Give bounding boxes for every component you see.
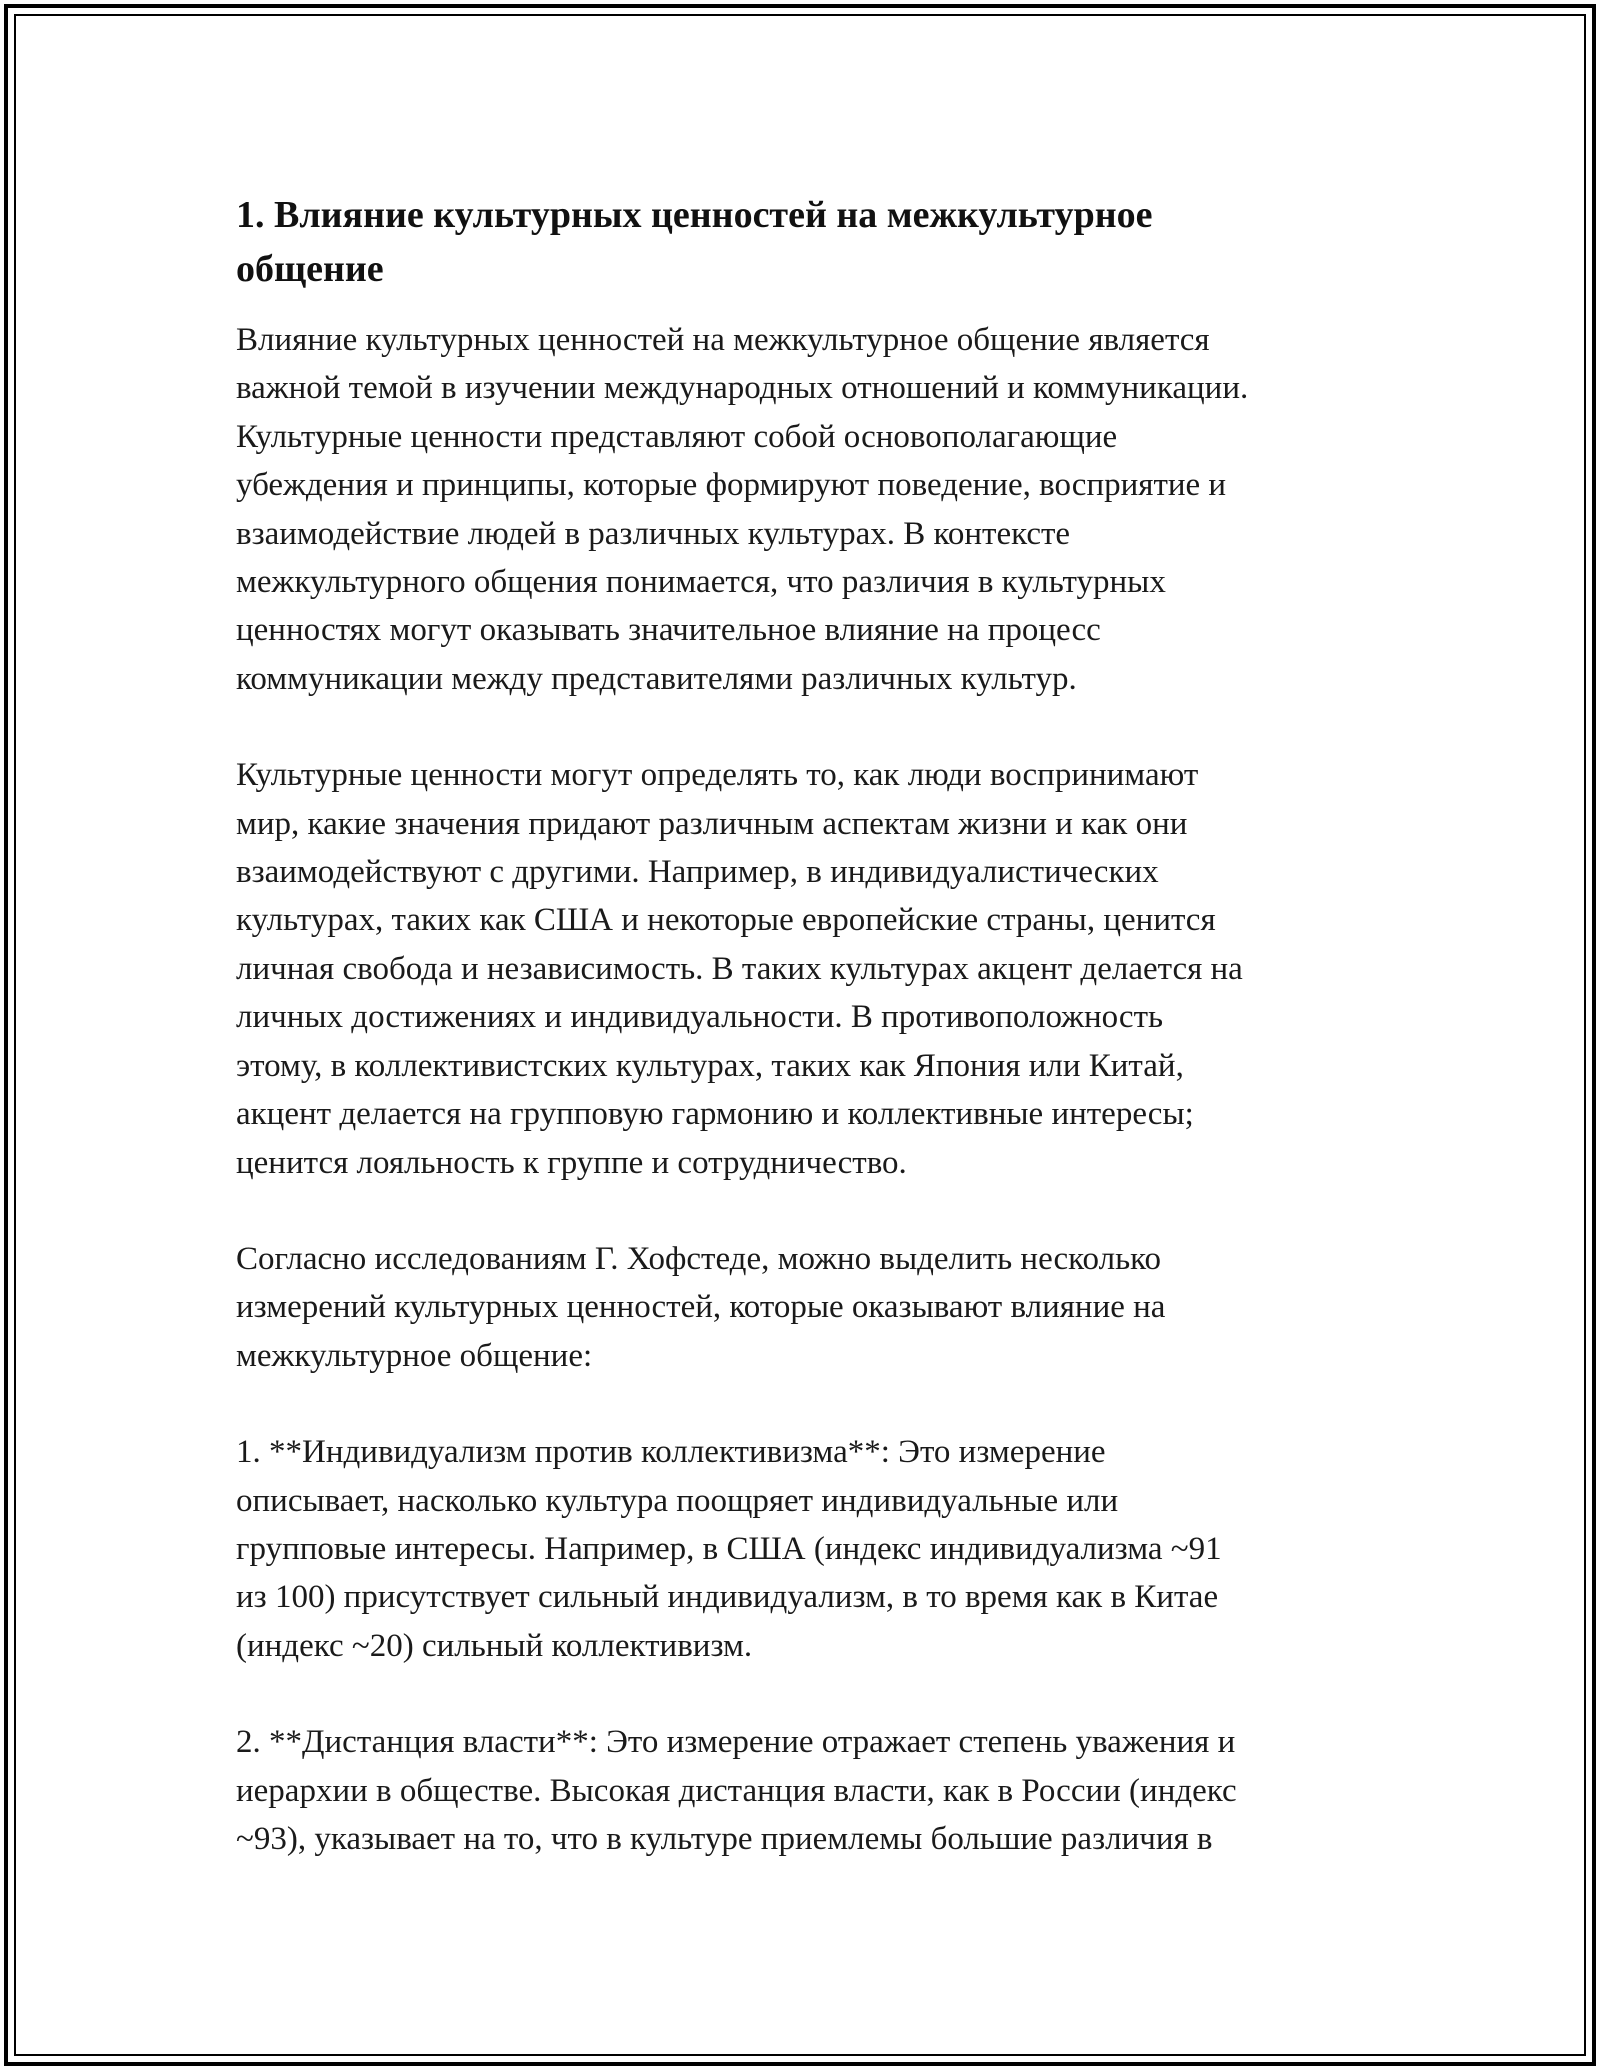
text-line: убеждения и принципы, которые формируют поведение, восприятие и	[236, 467, 1227, 504]
paragraph-hofstede	[236, 1235, 1396, 1380]
text-line: акцент делается на групповую гармонию и коллективные интересы;	[236, 1096, 1194, 1133]
text-line: личных достижениях и индивидуальности. В противоположность	[236, 999, 1164, 1036]
text-line: важной темой в изучении международных отношений и коммуникации.	[236, 370, 1249, 407]
text-line: 1. **Индивидуализм против коллективизма**: Это измерение	[236, 1434, 1106, 1471]
list-item-individualism	[236, 1428, 1396, 1670]
text-line: Культурные ценности могут определять то, как люди воспринимают	[236, 757, 1199, 794]
text-line: межкультурного общения понимается, что различия в культурных	[236, 564, 1166, 601]
text-line: Влияние культурных ценностей на межкультурное общение является	[236, 322, 1210, 358]
text-line: коммуникации между представителями различных культур.	[236, 660, 1077, 697]
text-line: Культурные ценности представляют собой основополагающие	[236, 418, 1118, 455]
text-line: из 100) присутствует сильный индивидуализм, в то время как в Китае	[236, 1579, 1219, 1616]
list-item-power-distance	[236, 1718, 1396, 1863]
paragraph-individualism	[236, 751, 1396, 1187]
text-line: групповые интересы. Например, в США (индекс индивидуализма ~91	[236, 1530, 1222, 1567]
text-line: личная свобода и независимость. В таких культурах акцент делается на	[236, 950, 1243, 987]
text-line: взаимодействуют с другими. Например, в индивидуалистических	[236, 854, 1159, 891]
document-body	[236, 188, 1396, 1911]
text-line: ценится лояльность к группе и сотрудничество.	[236, 1144, 907, 1181]
paragraph-intro	[236, 316, 1396, 703]
text-line: ~93), указывает на то, что в культуре приемлемы большие различия в	[236, 1820, 1213, 1857]
text-line: мир, какие значения придают различным аспектам жизни и как они	[236, 805, 1188, 842]
text-line: (индекс ~20) сильный коллективизм.	[236, 1627, 753, 1664]
text-line: 2. **Дистанция власти**: Это измерение отражает степень уважения и	[236, 1724, 1236, 1761]
text-line: ценностях могут оказывать значительное влияние на процесс	[236, 612, 1101, 649]
heading-line: общение	[236, 248, 384, 290]
section-heading	[236, 188, 1396, 296]
text-line: межкультурное общение:	[236, 1337, 593, 1374]
text-line: иерархии в обществе. Высокая дистанция власти, как в России (индекс	[236, 1772, 1237, 1809]
text-line: этому, в коллективистских культурах, таких как Япония или Китай,	[236, 1047, 1184, 1084]
heading-line: 1. Влияние культурных ценностей на межкультурное	[236, 194, 1153, 236]
text-line: Согласно исследованиям Г. Хофстеде, можно выделить несколько	[236, 1240, 1161, 1277]
text-line: культурах, таких как США и некоторые европейские страны, ценится	[236, 902, 1216, 939]
text-line: измерений культурных ценностей, которые оказывают влияние на	[236, 1289, 1166, 1326]
text-line: взаимодействие людей в различных культурах. В контексте	[236, 515, 1071, 552]
text-line: описывает, насколько культура поощряет индивидуальные или	[236, 1482, 1119, 1519]
